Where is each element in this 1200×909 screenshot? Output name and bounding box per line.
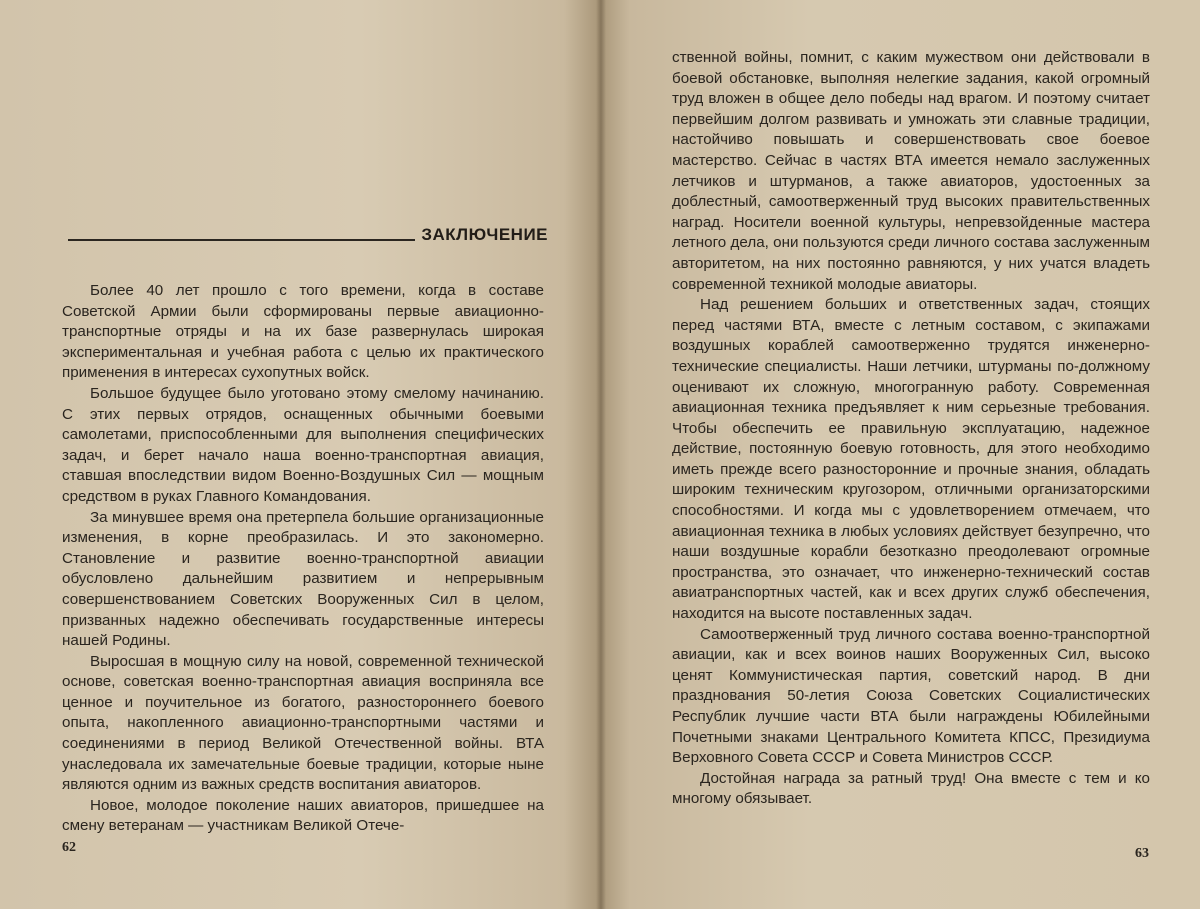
paragraph: За минувшее время она претерпела большие организационные изменения, в корне преобразилась. И это закономерно. Становление и развитие военно-транспортной авиации обусловлено дальнейшим развитием и непрерывным совершенствованием Советских Вооруженных Сил в целом, призванных надежно обеспечивать государственные интересы нашей Родины. <box>62 508 544 650</box>
right-page-body <box>672 48 1150 810</box>
book-gutter <box>596 0 606 909</box>
paragraph: Более 40 лет прошло с того времени, когда в составе Советской Армии были сформированы первые авиационно-транспортные отряды и на их базе развернулась широкая экспериментальная и учебная работа с целью их практического применения в интересах сухопутных войск. <box>62 282 544 382</box>
paragraph: ственной войны, помнит, с каким мужеством они действовали в боевой обстановке, выполняя нелегкие задания, какой огромный труд вложен в общее дело победы над врагом. И поэтому считает первейшим долгом развивать и умножать эти славные традиции, настойчиво повышать и совершенствовать свое боевое мастерство. Сейчас в частях ВТА имеется немало заслуженных летчиков и штурманов, а также авиаторов, удостоенных за доблестный, самоотверженный труд высоких правительственных наград. Носители военной культуры, непревзойденные мастера летного дела, они пользуются среди личного состава заслуженным авторитетом, на них постоянно равняются, у них учатся владеть современной техникой молодые авиаторы. <box>672 49 1150 293</box>
paragraph: Над решением больших и ответственных задач, стоящих перед частями ВТА, вместе с летным составом, с экипажами воздушных кораблей самоотверженно трудятся инженерно-технические специалисты. Наши летчики, штурманы по-должному оценивают их сложную, многогранную работу. Современная авиационная техника предъявляет к ним серьезные требования. Чтобы обеспечить ее правильную эксплуатацию, надежное действие, постоянную боевую готовность, для этого необходимо иметь прежде всего разносторонние и прочные знания, обладать широким техническим кругозором, отличными организаторскими способностями. И когда мы с удовлетворением отмечаем, что авиационная техника в любых условиях действует безупречно, что наши воздушные корабли безотказно преодолевают огромные пространства, это означает, что инженерно-технический состав авиатранспортных частей, как и всех других служб обеспечения, находится на высоте поставленных задач. <box>672 296 1150 623</box>
paragraph: Самоотверженный труд личного состава военно-транспортной авиации, как и всех воинов наших Вооруженных Сил, высоко ценят Коммунистическая партия, советский народ. В дни празднования 50-летия Союза Советских Социалистических Республик лучшие части ВТА были награждены Юбилейными Почетными знаками Центрального Комитета КПСС, Президиума Верховного Совета СССР и Совета Министров СССР. <box>672 625 1150 767</box>
heading-rule <box>68 239 415 241</box>
paragraph: Новое, молодое поколение наших авиаторов, пришедшее на смену ветеранам — участникам Великой Отече- <box>62 796 544 835</box>
chapter-heading: ЗАКЛЮЧЕНИЕ <box>421 225 548 244</box>
paragraph: Выросшая в мощную силу на новой, современной технической основе, советская военно-транспортная авиация восприняла все ценное и поучительное из богатого, разностороннего боевого опыта, накопленного авиационно-транспортными частями и соединениями в период Великой Отечественной войны. ВТА унаследовала их замечательные боевые традиции, которые ныне являются одним из важных средств воспитания авиаторов. <box>62 652 544 794</box>
paragraph: Большое будущее было уготовано этому смелому начинанию. С этих первых отрядов, оснащенных обычными боевыми самолетами, приспособленными для выполнения специфических задач, и берет начало наша военно-транспортная авиация, ставшая впоследствии видом Военно-Воздушных Сил — мощным средством в руках Главного Командования. <box>62 384 544 505</box>
left-page-body <box>62 281 544 837</box>
chapter-heading-row <box>68 222 548 252</box>
page-number: 63 <box>1135 846 1149 861</box>
paragraph: Достойная награда за ратный труд! Она вместе с тем и ко многому обязывает. <box>672 769 1150 808</box>
right-page <box>600 0 1200 909</box>
page-number: 62 <box>62 840 76 855</box>
